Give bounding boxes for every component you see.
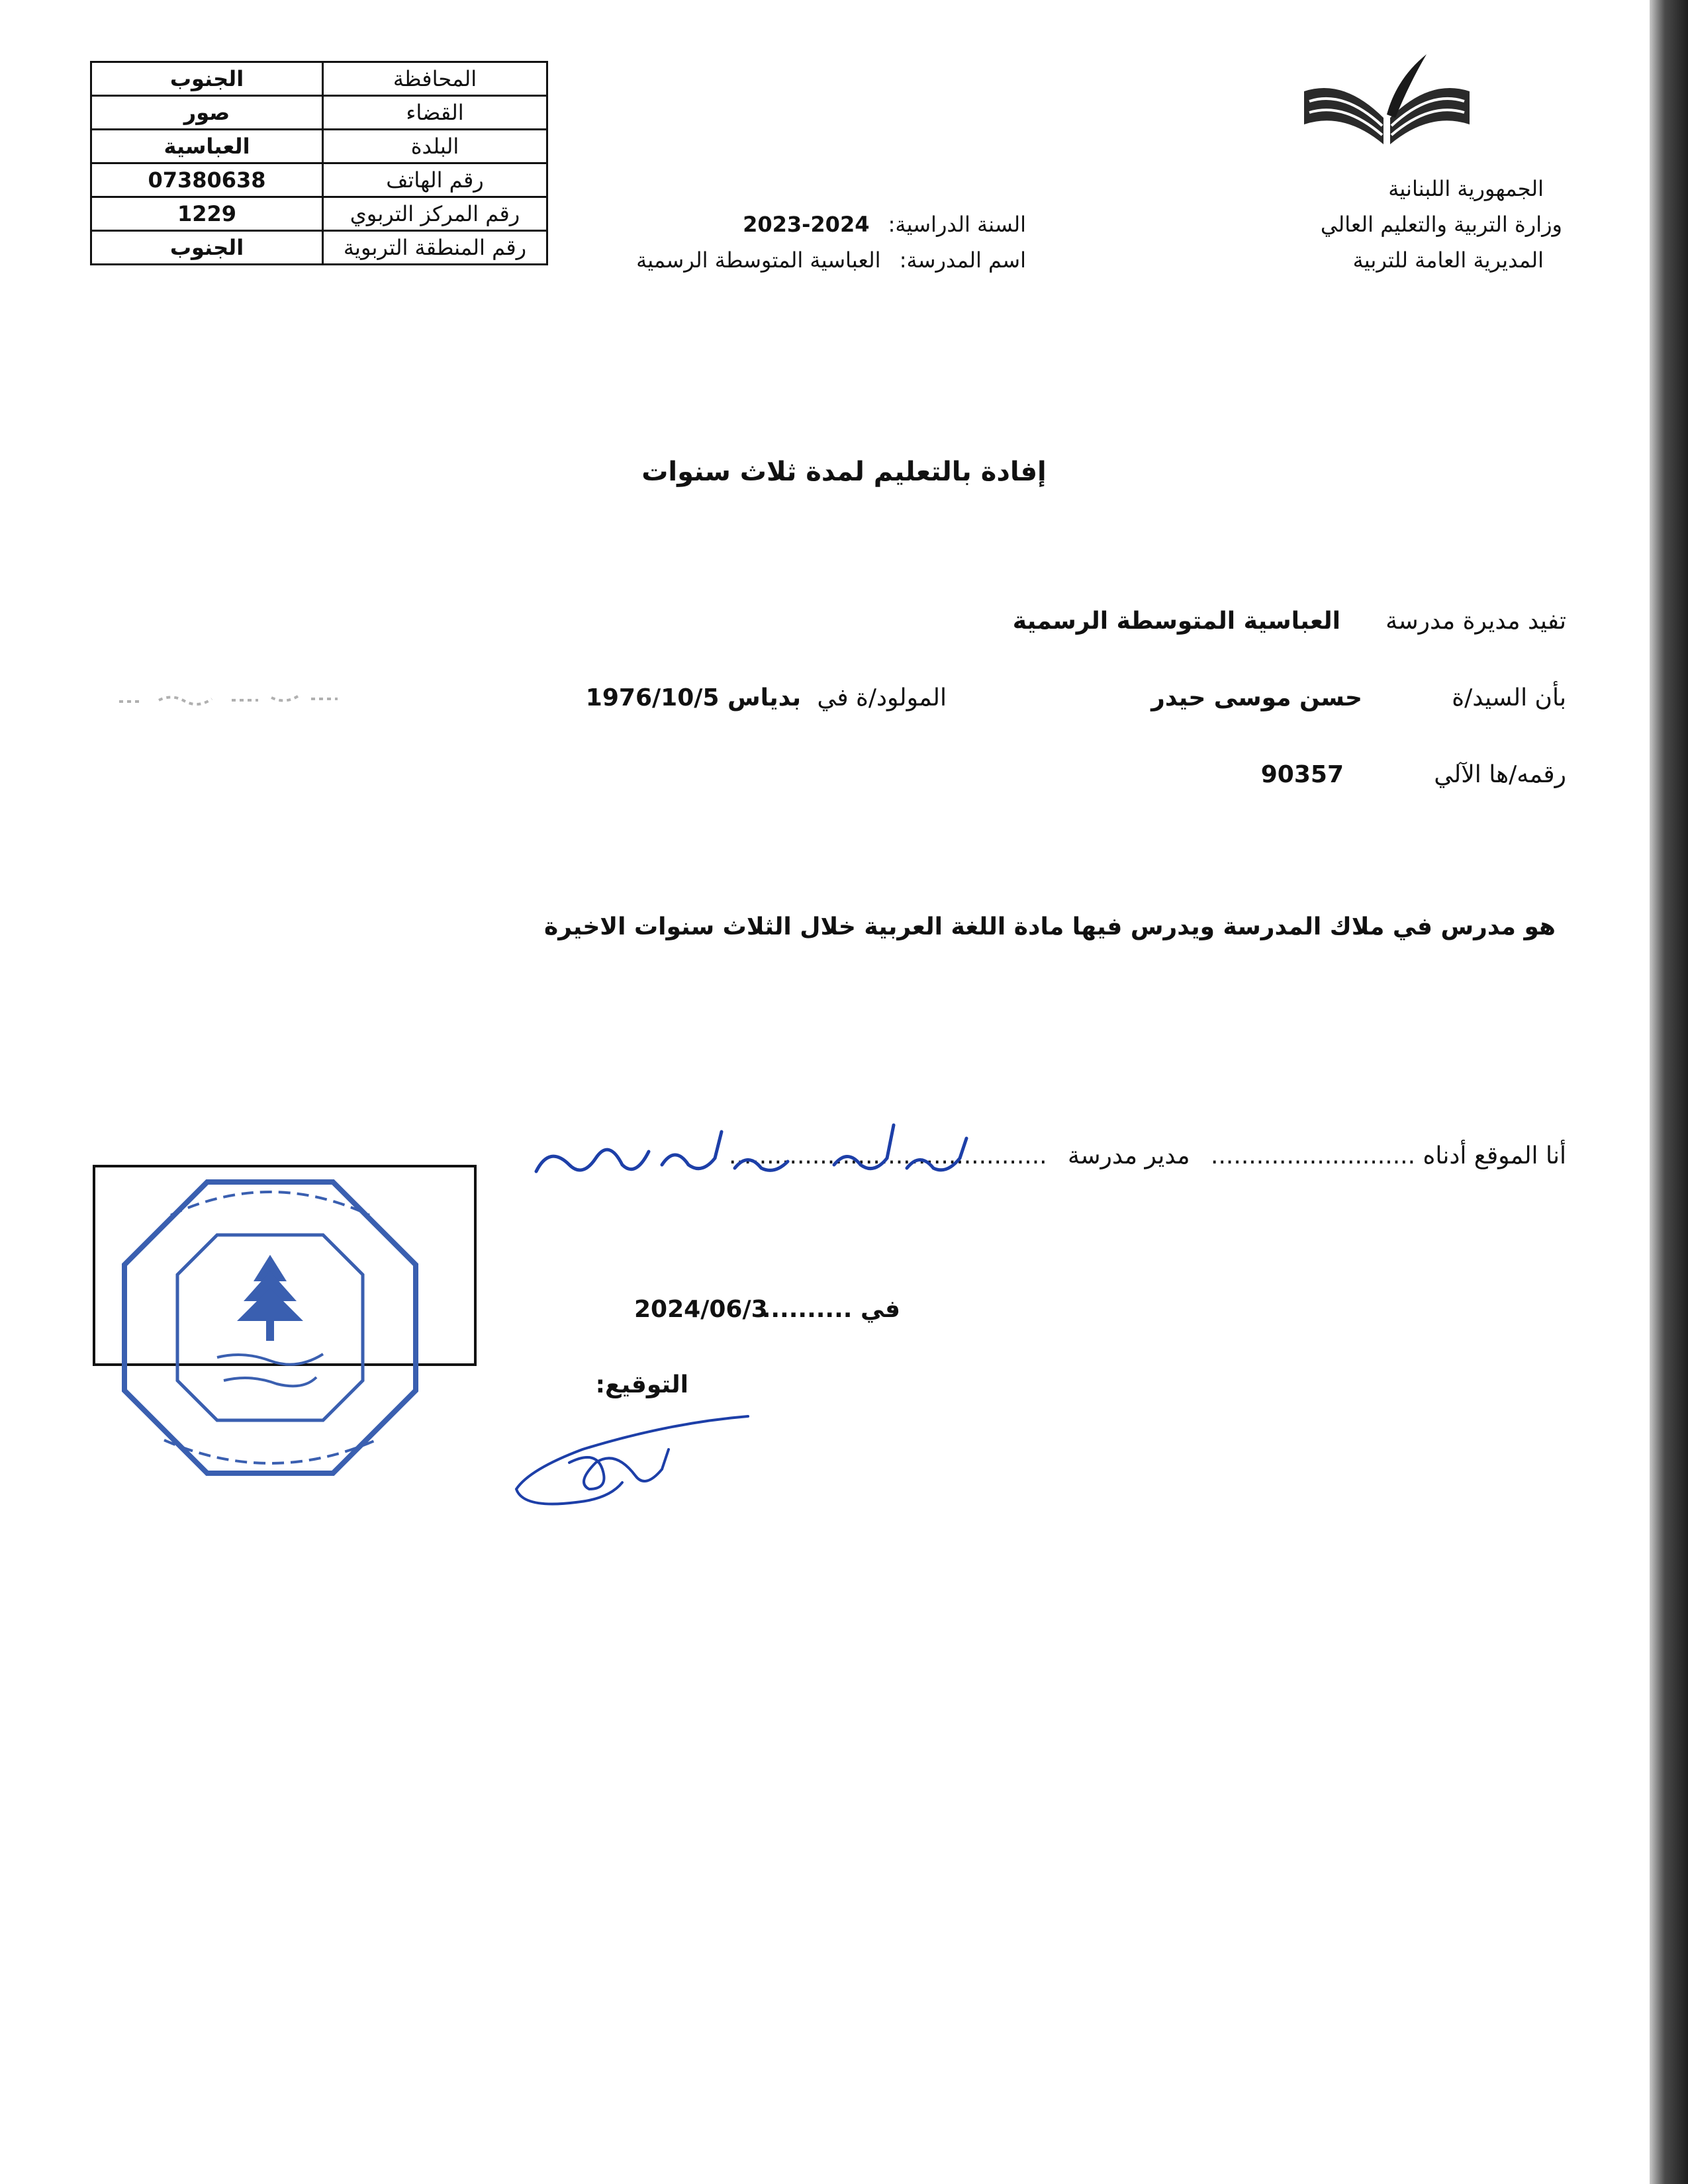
table-row: [91, 130, 547, 163]
id-label: رقمه/ها الآلي: [1434, 761, 1566, 788]
intro-school: العباسية المتوسطة الرسمية: [1012, 608, 1340, 635]
school-year: [743, 212, 1026, 237]
handwritten-name-icon: [523, 1112, 986, 1191]
table-label: رقم الهاتف: [323, 163, 547, 197]
ministry-book-logo-icon: [1297, 52, 1476, 158]
born-value: بدياس 1976/10/5: [585, 684, 801, 711]
director-label: مدير مدرسة: [1068, 1142, 1190, 1169]
date-dots: ..........: [761, 1296, 853, 1323]
school-year-value: 2024-2023: [743, 212, 870, 237]
id-value: 90357: [1260, 761, 1344, 788]
header-directorate: المديرية العامة للتربية: [1352, 248, 1544, 273]
table-row: [91, 197, 547, 231]
table-value: الجنوب: [91, 62, 323, 96]
table-value: العباسية: [91, 130, 323, 163]
info-table: [90, 61, 548, 265]
table-value: الجنوب: [91, 231, 323, 265]
table-value: 1229: [91, 197, 323, 231]
table-label: رقم المركز التربوي: [323, 197, 547, 231]
redaction-mark-icon: [113, 682, 344, 715]
signature-icon: [503, 1410, 755, 1516]
person-name: حسن موسى حيدر: [1151, 684, 1362, 711]
intro-label: تفيد مديرة مدرسة: [1385, 608, 1566, 635]
table-row: [91, 62, 547, 96]
official-stamp-icon: [118, 1175, 422, 1480]
table-label: البلدة: [323, 130, 547, 163]
school-name-value: العباسية المتوسطة الرسمية: [636, 248, 881, 273]
school-name-label: اسم المدرسة:: [899, 248, 1026, 273]
date-value: 2024/06/3: [634, 1296, 768, 1323]
date-line: [762, 1296, 900, 1323]
table-row: [91, 163, 547, 197]
scan-edge: [1650, 0, 1688, 2184]
table-value: 07380638: [91, 163, 323, 197]
table-label: المحافظة: [323, 62, 547, 96]
school-name: [636, 248, 1026, 273]
school-year-label: السنة الدراسية:: [888, 212, 1026, 237]
page-title: إفادة بالتعليم لمدة ثلاث سنوات: [641, 457, 1047, 487]
table-label: القضاء: [323, 96, 547, 130]
statement: هو مدرس في ملاك المدرسة ويدرس فيها مادة اللغة العربية خلال الثلاث سنوات الاخيرة: [544, 913, 1556, 940]
date-prefix: في: [861, 1296, 900, 1323]
undersigned-label: أنا الموقع أدناه: [1423, 1142, 1566, 1169]
table-value: صور: [91, 96, 323, 130]
born-label: المولود/ة في: [817, 684, 947, 711]
header-ministry: وزارة التربية والتعليم العالي: [1320, 212, 1562, 237]
table-row: [91, 231, 547, 265]
header-republic: الجمهورية اللبنانية: [1388, 176, 1544, 201]
table-label: رقم المنطقة التربوية: [323, 231, 547, 265]
signoff-dots: ...........................: [1211, 1142, 1416, 1169]
table-row: [91, 96, 547, 130]
signoff-dots: ..........................................: [728, 1142, 1047, 1169]
mr-label: بأن السيد/ة: [1452, 684, 1566, 711]
signature-label: التوقيع:: [595, 1371, 688, 1398]
